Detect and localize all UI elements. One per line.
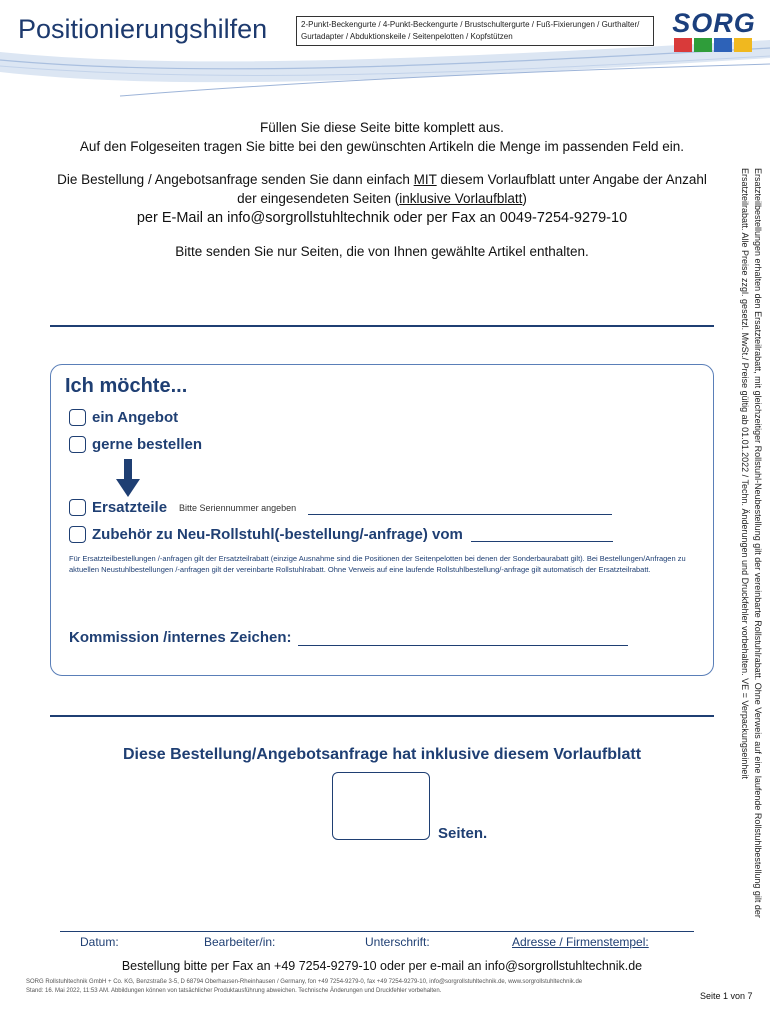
page-number: Seite 1 von 7	[700, 991, 753, 1001]
page-count-unit: Seiten.	[438, 825, 488, 842]
divider-bottom	[50, 715, 714, 717]
signature-line	[60, 931, 694, 932]
page-title: Positionierungshilfen	[18, 14, 268, 44]
checkbox-ersatzteile[interactable]	[69, 499, 86, 516]
label-datum: Datum:	[80, 935, 119, 949]
footer-stand: Stand: 16. Mai 2022, 11:53 AM. Abbildungen können von tatsächlicher Produktausführung abweichen. Technische Änderungen und Druckfehler vorbehalten.	[26, 988, 442, 994]
page-count-field[interactable]	[332, 772, 430, 840]
side-note	[734, 168, 764, 958]
option-bestellen[interactable]	[69, 436, 202, 453]
sorg-logo	[668, 8, 760, 54]
discount-note: Für Ersatzteilbestellungen /-anfragen gilt der Ersatzteilrabatt (einzige Ausnahme sind die Positionen der Seitenpelotten bei denen der Sonderbaurabatt gilt). Bei Bestellungen/Anfragen zu aktuellen Neustuhlbestellungen /-anfragen gilt der vereinbarte Rollstuhlrabatt. Ohne Verweis auf eine laufende Rollstuhlbestellung/-anfrage gilt automatisch der Ersatzteilrabatt.	[69, 554, 686, 574]
page-header	[0, 0, 770, 100]
product-categories: 2-Punkt-Beckengurte / 4-Punkt-Beckengurte / Brustschultergurte / Fuß-Fixierungen / Gurthalter/ Gurtadapter / Abduktionskeile / Seitenpelotten / Kopfstützen	[296, 16, 654, 46]
option-bestellen-label: gerne bestellen	[92, 436, 203, 453]
form-heading: Ich möchte...	[65, 375, 188, 397]
checkbox-angebot[interactable]	[69, 409, 86, 426]
company-footer	[26, 978, 726, 996]
checkbox-zubehoer[interactable]	[69, 526, 86, 543]
kommission-row	[69, 629, 628, 646]
date-field[interactable]	[471, 528, 613, 542]
option-angebot-label: ein Angebot	[92, 409, 179, 426]
serial-number-field[interactable]	[308, 501, 612, 515]
label-bearbeiter: Bearbeiter/in:	[204, 935, 276, 949]
instruction-line-4: Bitte senden Sie nur Seiten, die von Ihnen gewählte Artikel enthalten.	[175, 244, 589, 259]
label-adresse: Adresse / Firmenstempel:	[512, 935, 649, 949]
side-note-text: Ersatzteilbestellungen erhalten den Ersatzteilrabatt, mit gleichzeitiger Rollstuhl-Neubestellung gilt der vereinbarte Rollstuhlrabatt. Ohne Verweis auf eine laufende Rollstuhlbestellung gilt der Ersatzteilrabatt. Alle Preise zzgl. gesetzl. MwSt./ Preise gültig ab 01.01.2022 / Techn. Änderungen und Druckfehler vorbehalten. VE = Verpackungseinheit	[740, 168, 763, 918]
kommission-field[interactable]	[298, 632, 628, 646]
page-count-heading: Diese Bestellung/Angebotsanfrage hat inklusive diesem Vorlaufblatt	[122, 746, 642, 763]
fax-instructions: Bestellung bitte per Fax an +49 7254-9279-10 oder per e-mail an info@sorgrollstuhltechnik.de	[121, 959, 643, 973]
option-zubehoer[interactable]	[69, 526, 613, 543]
instruction-para-2c: )	[522, 191, 527, 206]
serial-number-hint: Bitte Seriennummer angeben	[179, 502, 297, 513]
footer-address: SORG Rollstuhltechnik GmbH + Co. KG, Benzstraße 3-5, D 68794 Oberhausen-Rheinhausen / Germany, fon +49 7254-9279-0, fax +49 7254-9279-10, info@sorgrollstuhltechnik.de, www.sorgrollstuhltechnik.de	[26, 979, 583, 985]
instruction-line-1: Füllen Sie diese Seite bitte komplett aus.	[260, 120, 504, 135]
option-angebot[interactable]	[69, 409, 178, 426]
instruction-inklusive: inklusive Vorlaufblatt	[399, 191, 523, 206]
instruction-para-2a: Die Bestellung / Angebotsanfrage senden Sie dann einfach	[57, 172, 414, 187]
checkbox-bestellen[interactable]	[69, 436, 86, 453]
logo-color-blocks	[674, 38, 752, 52]
instruction-line-2: Auf den Folgeseiten tragen Sie bitte bei den gewünschten Artikeln die Menge im passenden Feld ein.	[79, 139, 685, 154]
order-form	[50, 364, 714, 676]
instructions	[50, 118, 714, 275]
label-unterschrift: Unterschrift:	[365, 935, 430, 949]
arrow-down-icon	[116, 459, 140, 499]
divider-top	[50, 325, 714, 327]
kommission-label: Kommission /internes Zeichen:	[69, 629, 292, 646]
option-ersatzteile[interactable]	[69, 499, 612, 516]
instruction-contact: per E-Mail an info@sorgrollstuhltechnik oder per Fax an 0049-7254-9279-10	[136, 210, 628, 226]
instruction-para-2b: diesem Vorlaufblatt unter Angabe der Anzahl der eingesendeten Seiten (	[237, 172, 707, 206]
logo-text: SORG	[672, 8, 756, 38]
option-ersatzteile-label: Ersatzteile	[92, 499, 168, 516]
option-zubehoer-label: Zubehör zu Neu-Rollstuhl(-bestellung/-anfrage) vom	[92, 526, 463, 543]
instruction-mit: MIT	[413, 172, 437, 187]
